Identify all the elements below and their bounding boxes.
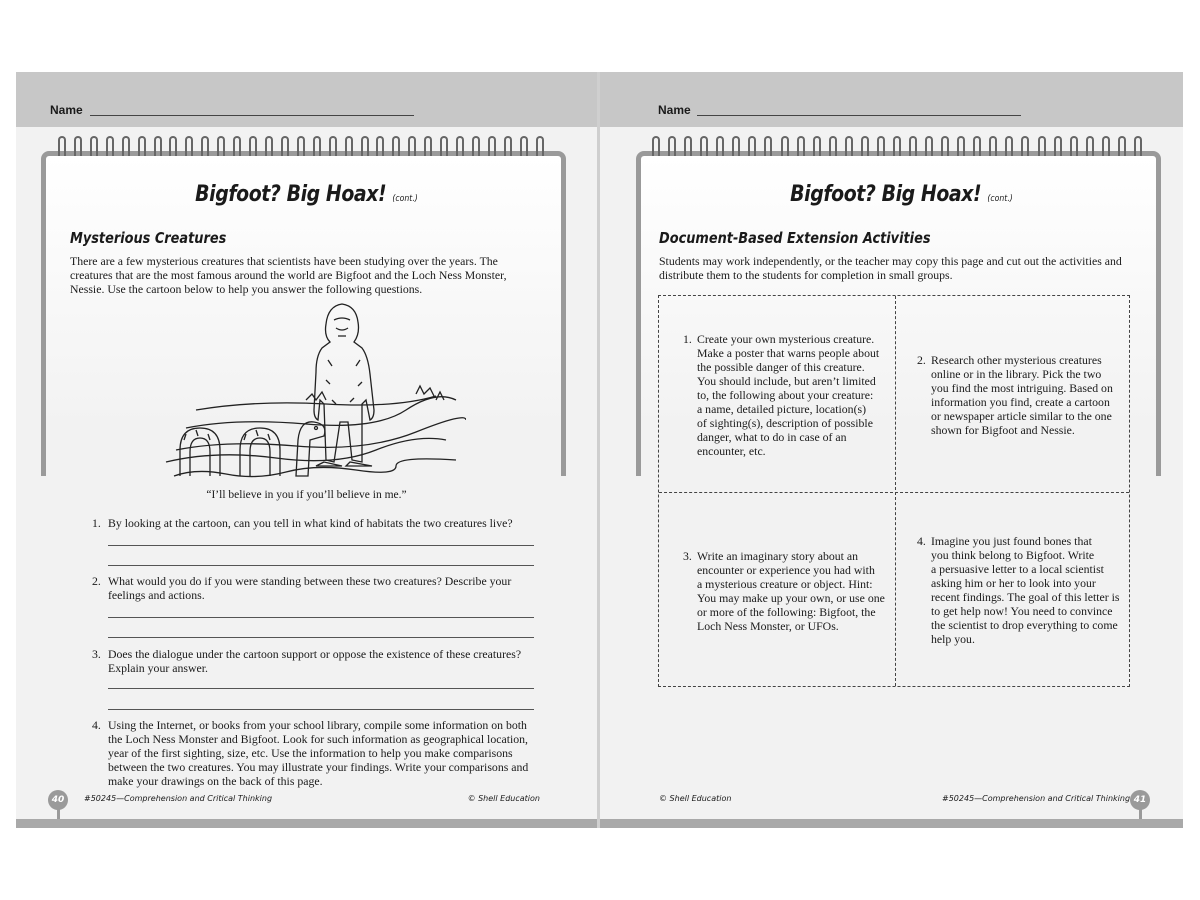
spiral-coil [909,136,917,156]
spiral-coil [925,136,933,156]
page-number: 40 [48,790,68,810]
footer-left: #50245—Comprehension and Critical Thinking [84,794,273,803]
activity-text: to, the following about your creature: [697,388,874,402]
activity-text: of sighting(s), description of possible [697,416,873,430]
spiral-coil [829,136,837,156]
activity-text: Make a poster that warns people about [697,346,880,360]
name-label: Name [50,103,83,117]
spiral-coil [106,136,114,156]
spiral-coil [700,136,708,156]
question-text: Does the dialogue under the cartoon support or oppose the existence of these creatures? [108,647,522,661]
spiral-coil [536,136,544,156]
cut-line-horizontal [659,492,1129,493]
answer-line[interactable] [108,565,534,566]
spiral-coil [877,136,885,156]
title-suffix: (cont.) [987,194,1013,204]
spiral-coil [1054,136,1062,156]
intro-line: Nessie. Use the cartoon below to help you answer the following questions. [70,282,423,296]
cartoon-illustration [156,300,466,480]
spiral-coil [1038,136,1046,156]
spiral-coil [424,136,432,156]
answer-line[interactable] [108,545,534,546]
spiral-binding [652,136,1142,160]
activity-text: Imagine you just found bones that [931,534,1092,548]
activity-number: 1. [683,332,692,346]
cartoon-caption: “I’ll believe in you if you’ll believe in me.” [206,489,407,501]
spiral-coil [716,136,724,156]
nessie-figure [180,422,325,476]
activity-text: encounter or experience you had with [697,563,875,577]
activity-text: recent findings. The goal of this letter is [931,590,1120,604]
activity-number: 3. [683,549,692,563]
spiral-coil [893,136,901,156]
question-4 [92,718,552,788]
activity-cards [658,295,1130,687]
spiral-coil [1070,136,1078,156]
spiral-binding [58,136,544,160]
activity-text: you find the most intriguing. Based on [931,381,1113,395]
name-line [697,115,1021,116]
name-line [90,115,414,116]
spiral-coil [154,136,162,156]
question-text: By looking at the cartoon, can you tell in what kind of habitats the two creatures live? [108,516,513,530]
page-number-stem [57,808,60,819]
question-text: year of the first sighting, size, etc. Use the information to help you make comparisons [108,746,513,760]
spiral-coil [504,136,512,156]
spiral-coil [392,136,400,156]
activity-text: or newspaper article similar to the one [931,409,1112,423]
spiral-coil [456,136,464,156]
spiral-coil [201,136,209,156]
spiral-coil [138,136,146,156]
activity-text: asking him or her to look into your [931,576,1096,590]
spiral-coil [1086,136,1094,156]
activity-card-2 [917,353,1113,437]
activity-text: You should include, but aren’t limited [697,374,876,388]
spiral-coil [668,136,676,156]
section-heading: Document-Based Extension Activities [659,229,931,247]
footer-right: #50245—Comprehension and Critical Thinking [942,794,1131,803]
activity-text: the scientist to drop everything to come [931,618,1118,632]
activity-text: Write an imaginary story about an [697,549,859,563]
spiral-coil [361,136,369,156]
activity-text: Research other mysterious creatures [931,353,1102,367]
question-3 [92,647,552,675]
spiral-coil [813,136,821,156]
footer-right: © Shell Education [467,794,540,803]
spiral-coil [845,136,853,156]
activity-card-4 [917,534,1120,646]
activity-text: you think belong to Bigfoot. Write [931,548,1095,562]
activity-text: You may make up your own, or use one [697,591,885,605]
page-bottom-bar [16,819,597,828]
activity-number: 2. [917,353,926,367]
section-heading: Mysterious Creatures [70,229,227,247]
spiral-coil [1118,136,1126,156]
activity-text: or more of the following: Bigfoot, the [697,605,876,619]
activity-text: a persuasive letter to a local scientist [931,562,1104,576]
intro-line: distribute them to the students for completion in small groups. [659,268,953,282]
question-2 [92,574,552,602]
page-bottom-bar [600,819,1183,828]
activity-text: a mysterious creature or object. Hint: [697,577,873,591]
activity-number: 4. [917,534,926,548]
spiral-coil [297,136,305,156]
question-text: Using the Internet, or books from your school library, compile some information on both [108,718,527,732]
spiral-coil [74,136,82,156]
name-label: Name [658,103,691,117]
spiral-coil [122,136,130,156]
question-text: between the two creatures. You may illustrate your findings. Write your comparisons and [108,760,529,774]
activity-text: information you find, create a cartoon [931,395,1110,409]
question-text: the Loch Ness Monster and Bigfoot. Look for such information as geographical location, [108,732,528,746]
question-text: Explain your answer. [108,661,208,675]
page-title [57,182,557,207]
intro-paragraph [659,254,1122,282]
activity-text: Create your own mysterious creature. [697,332,875,346]
activity-text: danger, what to do in case of an [697,430,847,444]
intro-line: There are a few mysterious creatures that scientists have been studying over the years. The [70,254,498,268]
question-number: 2. [92,574,101,588]
activity-text: Loch Ness Monster, or UFOs. [697,619,839,633]
spiral-coil [329,136,337,156]
spiral-coil [1134,136,1142,156]
question-text: feelings and actions. [108,588,205,602]
spiral-coil [408,136,416,156]
question-number: 4. [92,718,101,732]
page-number-stem [1139,808,1142,819]
name-bar [16,72,597,127]
spiral-coil [989,136,997,156]
spiral-coil [233,136,241,156]
name-bar [600,72,1183,127]
spiral-coil [169,136,177,156]
spiral-coil [345,136,353,156]
page-number: 41 [1130,790,1150,810]
spiral-coil [90,136,98,156]
ground-lines [166,386,466,477]
spiral-coil [376,136,384,156]
spiral-coil [313,136,321,156]
intro-line: Students may work independently, or the teacher may copy this page and cut out the activities and [659,254,1122,268]
activity-text: help you. [931,632,975,646]
spiral-coil [861,136,869,156]
spiral-coil [973,136,981,156]
spiral-coil [281,136,289,156]
activity-text: encounter, etc. [697,444,766,458]
activity-text: a name, detailed picture, location(s) [697,402,867,416]
intro-paragraph [70,254,507,296]
activity-text: the possible danger of this creature. [697,360,865,374]
question-text: What would you do if you were standing between these two creatures? Describe your [108,574,512,588]
activity-text: online or in the library. Pick the two [931,367,1102,381]
spiral-coil [58,136,66,156]
page-title [651,182,1152,207]
spiral-coil [1005,136,1013,156]
spiral-coil [732,136,740,156]
bigfoot-figure [314,304,374,466]
spiral-coil [488,136,496,156]
spiral-coil [684,136,692,156]
activity-card-3 [683,549,885,633]
answer-line[interactable] [108,688,534,689]
cut-line-vertical [895,296,896,686]
spiral-coil [764,136,772,156]
spiral-coil [265,136,273,156]
activity-card-1 [683,332,879,458]
question-number: 3. [92,647,101,661]
spiral-coil [797,136,805,156]
right-page [600,72,1183,828]
activity-text: to get help now! You need to convince [931,604,1113,618]
spiral-coil [652,136,660,156]
spiral-coil [781,136,789,156]
spiral-coil [748,136,756,156]
spiral-coil [249,136,257,156]
answer-line[interactable] [108,617,534,618]
left-page [16,72,597,828]
title-text: Bigfoot? Big Hoax! [195,182,387,207]
spiral-coil [1102,136,1110,156]
spiral-coil [185,136,193,156]
spiral-coil [472,136,480,156]
question-number: 1. [92,516,101,530]
spiral-coil [957,136,965,156]
answer-line[interactable] [108,637,534,638]
spiral-coil [217,136,225,156]
intro-line: creatures that are the most famous around the world are Bigfoot and the Loch Ness Monster, [70,268,507,282]
spiral-coil [440,136,448,156]
footer-left: © Shell Education [659,794,732,803]
activity-text: shown for Bigfoot and Nessie. [931,423,1075,437]
title-text: Bigfoot? Big Hoax! [790,182,982,207]
spiral-coil [941,136,949,156]
question-1 [92,516,552,530]
spiral-coil [520,136,528,156]
question-text: make your drawings on the back of this page. [108,774,323,788]
title-suffix: (cont.) [392,194,418,204]
answer-line[interactable] [108,709,534,710]
spiral-coil [1021,136,1029,156]
